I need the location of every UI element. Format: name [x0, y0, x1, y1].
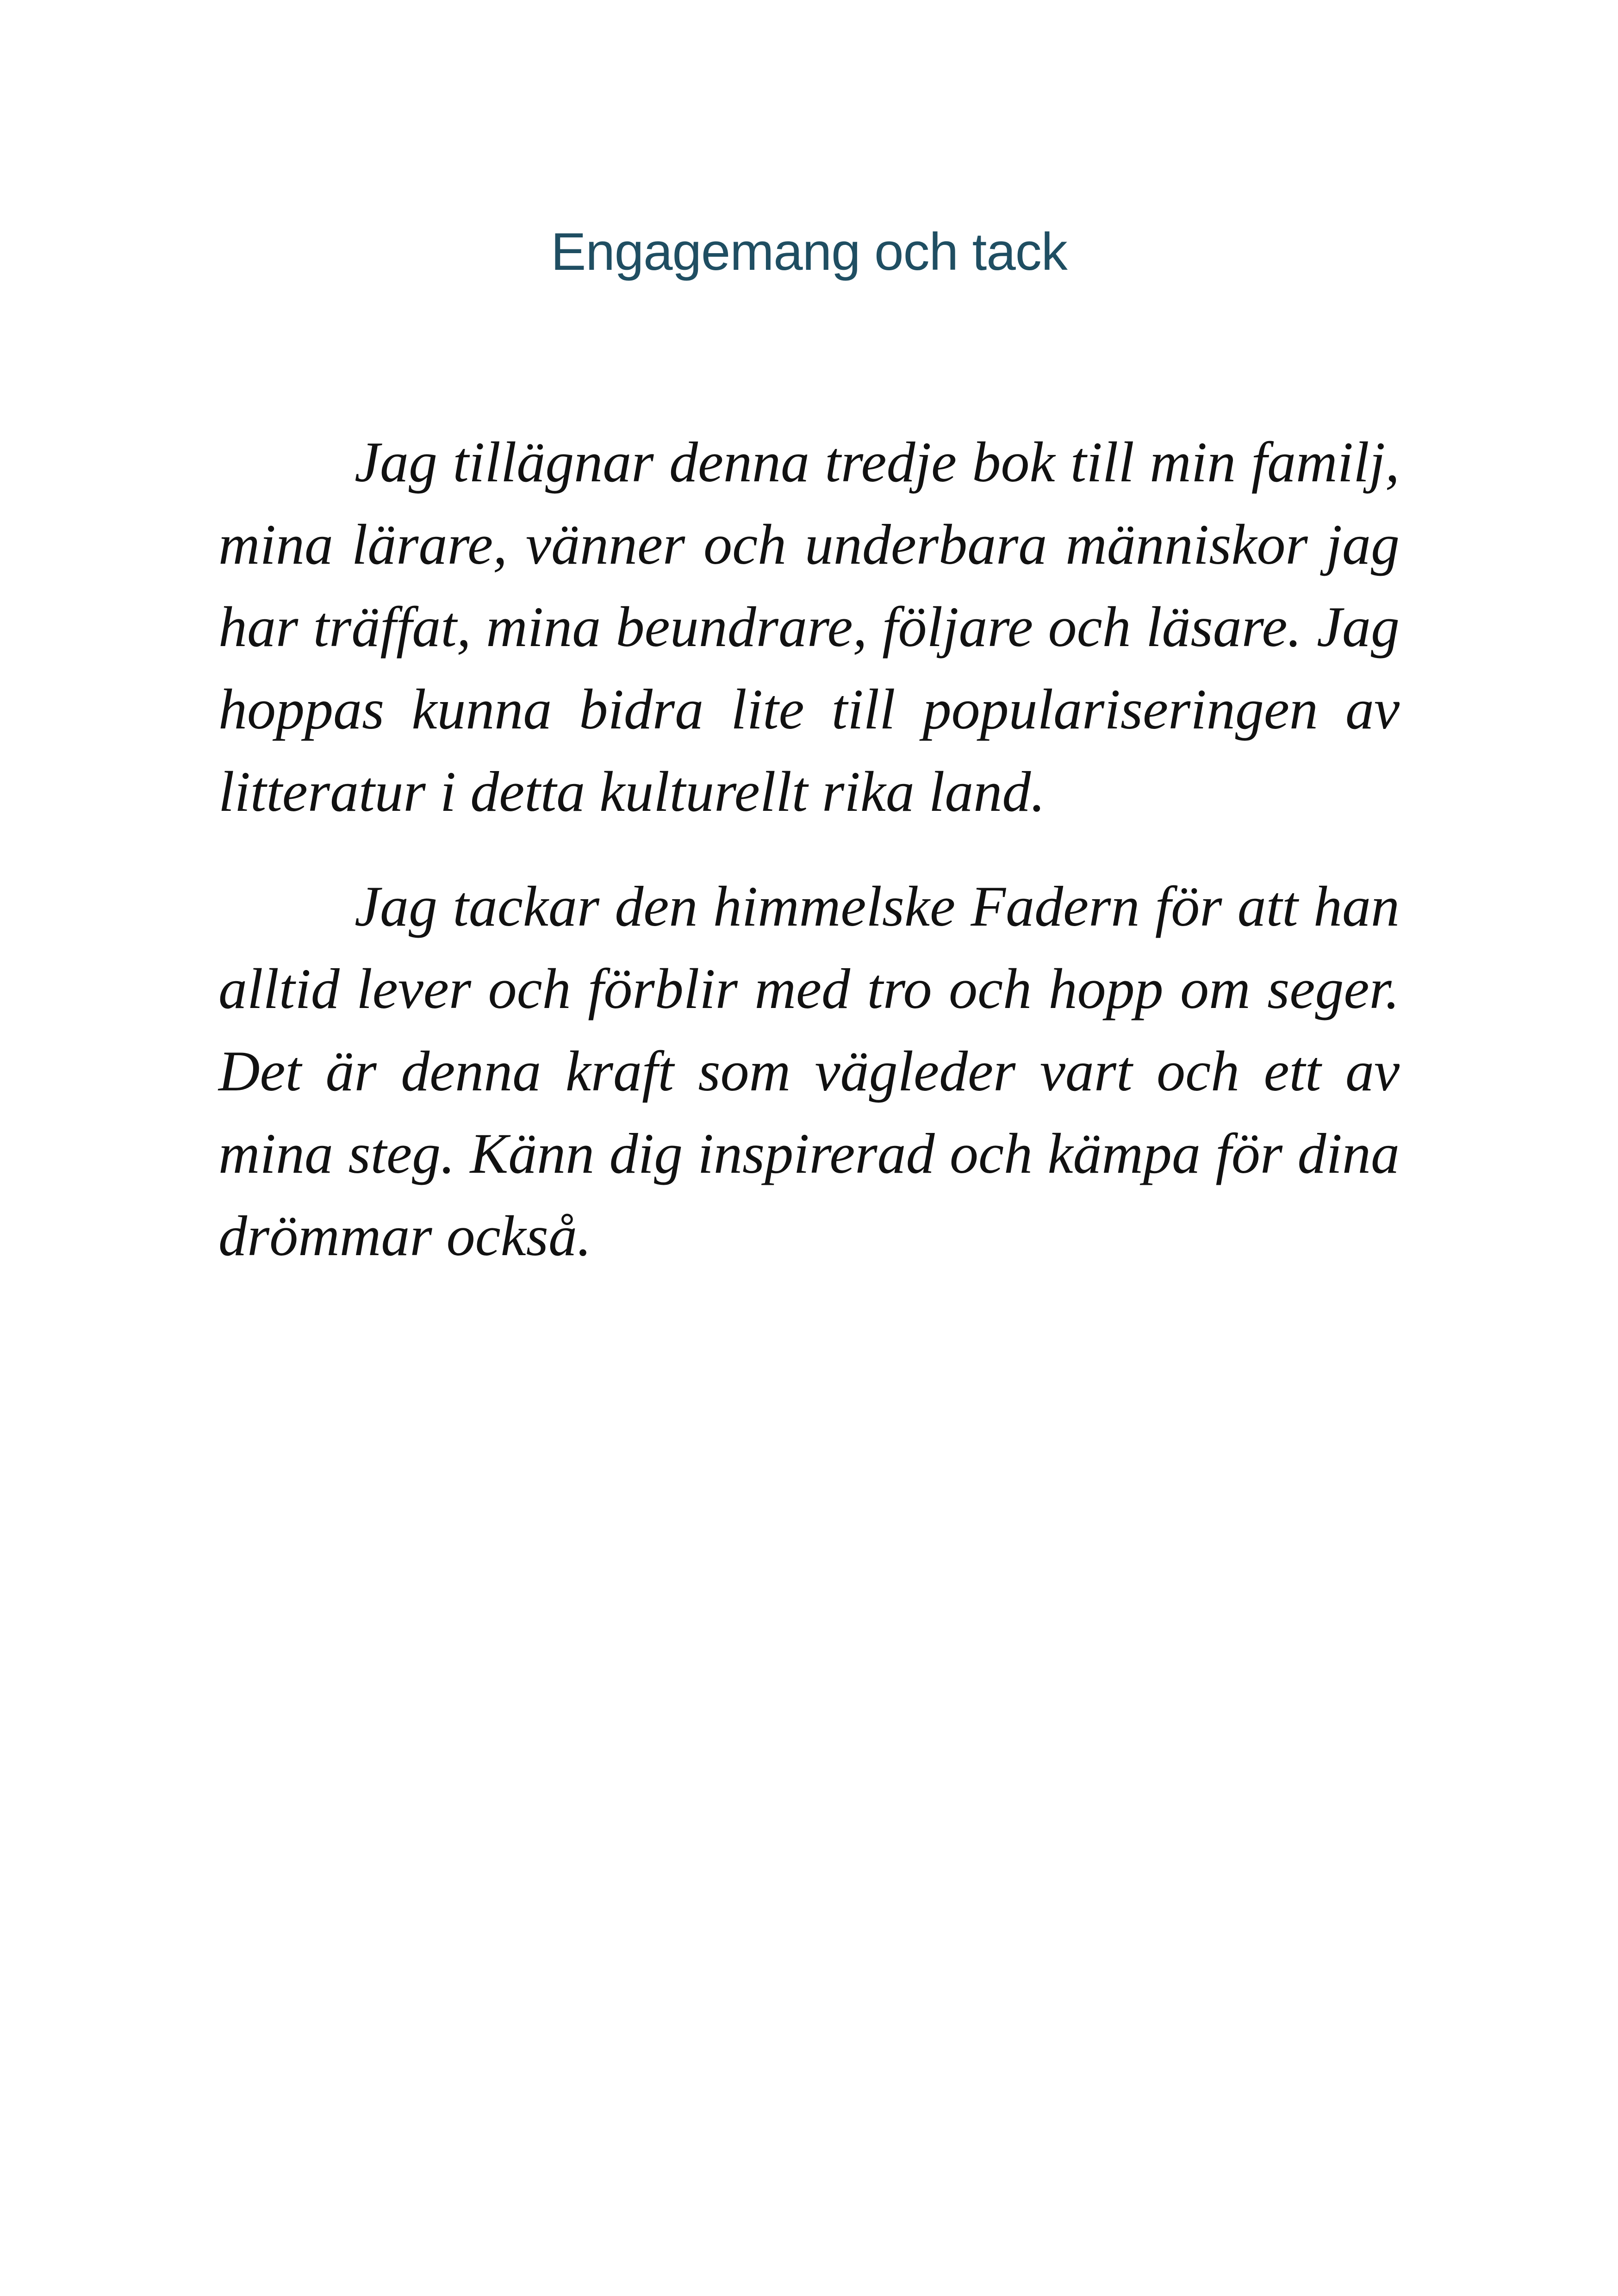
body-text	[218, 421, 1400, 1277]
paragraph-thanks: Jag tackar den himmelske Fadern för att han alltid lever och förblir med tro och hopp om seger. Det är denna kraft som vägleder vart och ett av mina steg. Känn dig inspirerad och kämpa för dina drömmar också.	[218, 875, 1400, 1268]
paragraph-dedication: Jag tillägnar denna tredje bok till min familj, mina lärare, vänner och underbara människor jag har träffat, mina beundrare, följare och läsare. Jag hoppas kunna bidra lite till populariseringen av litteratur i detta kulturellt rika land.	[218, 430, 1400, 823]
page-heading: Engagemang och tack	[551, 223, 1067, 281]
